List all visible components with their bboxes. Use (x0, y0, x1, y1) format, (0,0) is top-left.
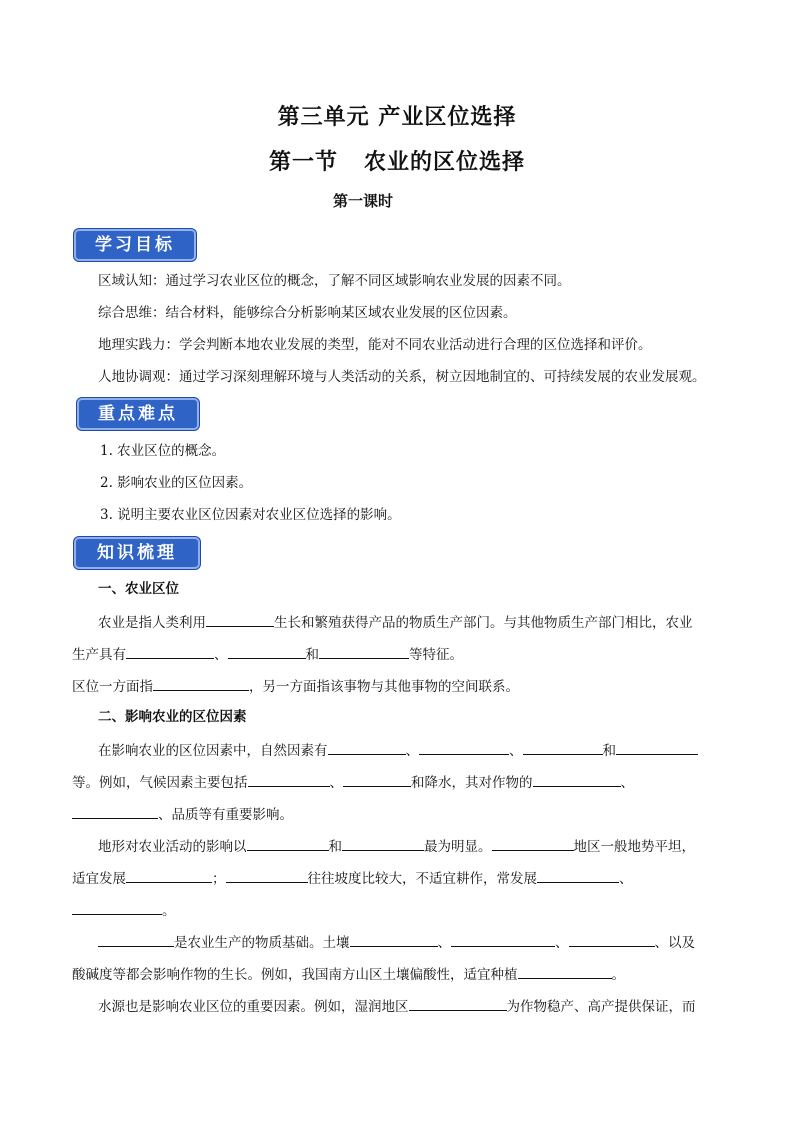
sec2-para1 (98, 740, 698, 760)
blank-field (153, 676, 249, 691)
section-title (0, 145, 794, 176)
text: 、 (509, 743, 523, 759)
knowledge-badge: 知识梳理 (74, 537, 200, 569)
text: 、 (437, 935, 451, 951)
text: ，另一方面指该事物与其他事物的空间联系。 (249, 679, 519, 695)
text: 和 (328, 839, 342, 855)
blank-field (319, 644, 409, 659)
text: 是农业生产的物质基础。土壤 (174, 935, 350, 951)
text: 生长和繁殖获得产品的物质生产部门。与其他物质生产部门相比，农业 (274, 615, 693, 631)
unit-title: 第三单元 产业区位选择 (277, 105, 517, 130)
text: 水源也是影响农业区位的重要因素。例如，湿润地区 (98, 999, 409, 1015)
sec2-para1-cont (72, 772, 634, 792)
objective-item: 区域认知：通过学习农业区位的概念，了解不同区域影响农业发展的因素不同。 (98, 273, 571, 289)
text: 、 (329, 775, 343, 791)
blank-field (226, 868, 308, 883)
text: 区位一方面指 (72, 679, 153, 695)
blank-field (492, 836, 574, 851)
text: ； (212, 871, 226, 887)
blank-field (126, 644, 214, 659)
section-label: 第一节 (268, 150, 338, 175)
blank-field (537, 868, 619, 883)
blank-field (98, 932, 174, 947)
text: 和 (602, 743, 616, 759)
sec1-para1 (98, 612, 693, 632)
text: 酸碱度等都会影响作物的生长。例如，我国南方山区土壤偏酸性，适宜种植 (72, 967, 518, 983)
blank-field (228, 644, 306, 659)
text: 往往坡度比较大，不适宜耕作，常发展 (307, 871, 537, 887)
blank-field (248, 772, 330, 787)
blank-field (533, 772, 621, 787)
blank-field (569, 932, 655, 947)
section-name: 农业的区位选择 (364, 150, 526, 175)
text: 、 (555, 935, 569, 951)
text: 和降水，其对作物的 (411, 775, 533, 791)
sec2-para3-cont (72, 964, 625, 984)
blank-field (518, 964, 612, 979)
text: 农业是指人类利用 (98, 615, 206, 631)
sec1-title: 一、农业区位 (98, 581, 179, 597)
blank-field (343, 772, 411, 787)
sec2-para4 (98, 996, 696, 1016)
blank-field (523, 740, 603, 755)
text: 等。例如，气候因素主要包括 (72, 775, 248, 791)
blank-field (126, 868, 212, 883)
key-point-item: 3. 说明主要农业区位因素对农业区位选择的影响。 (100, 507, 401, 523)
sec2-para2 (98, 836, 695, 856)
key-point-item: 2. 影响农业的区位因素。 (100, 475, 253, 491)
text: 、品质等有重要影响。 (158, 807, 293, 823)
blank-field (419, 740, 509, 755)
text: 地区一般地势平坦， (573, 839, 695, 855)
sec1-para1-cont (72, 644, 463, 664)
sec2-para2-cont (72, 868, 633, 888)
blank-field (72, 900, 162, 915)
text: 、以及 (654, 935, 695, 951)
text: 等特征。 (409, 647, 463, 663)
blank-field (451, 932, 555, 947)
text: 、 (619, 871, 633, 887)
key-points-badge: 重点难点 (77, 398, 199, 430)
blank-field (247, 836, 329, 851)
text: 生产具有 (72, 647, 126, 663)
lesson-label: 第一课时 (333, 192, 394, 210)
text: 为作物稳产、高产提供保证，而 (506, 999, 696, 1015)
blank-field (342, 836, 424, 851)
objective-item: 人地协调观：通过学习深刻理解环境与人类活动的关系，树立因地制宜的、可持续发展的农业发展观。 (98, 369, 706, 385)
text: 。 (611, 967, 625, 983)
objective-item: 地理实践力：学会判断本地农业发展的类型，能对不同农业活动进行合理的区位选择和评价。 (98, 337, 652, 353)
sec2-title: 二、影响农业的区位因素 (98, 709, 247, 725)
text: 地形对农业活动的影响以 (98, 839, 247, 855)
sec1-para2 (72, 676, 519, 696)
text: 在影响农业的区位因素中，自然因素有 (98, 743, 328, 759)
sec2-para3 (98, 932, 695, 952)
text: 、 (405, 743, 419, 759)
blank-field (206, 612, 274, 627)
text: 、 (214, 647, 228, 663)
sec2-para2-cont2 (72, 900, 176, 920)
text: 、 (620, 775, 634, 791)
sec2-para1-cont2 (72, 804, 293, 824)
text: 适宜发展 (72, 871, 126, 887)
text: 。 (162, 903, 176, 919)
text: 和 (305, 647, 319, 663)
text: 最为明显。 (424, 839, 492, 855)
objective-item: 综合思维：结合材料，能够综合分析影响某区域农业发展的区位因素。 (98, 305, 517, 321)
key-point-item: 1. 农业区位的概念。 (100, 443, 226, 459)
objectives-badge: 学习目标 (74, 229, 196, 261)
blank-field (616, 740, 698, 755)
blank-field (72, 804, 158, 819)
blank-field (350, 932, 438, 947)
blank-field (409, 996, 507, 1011)
blank-field (328, 740, 406, 755)
